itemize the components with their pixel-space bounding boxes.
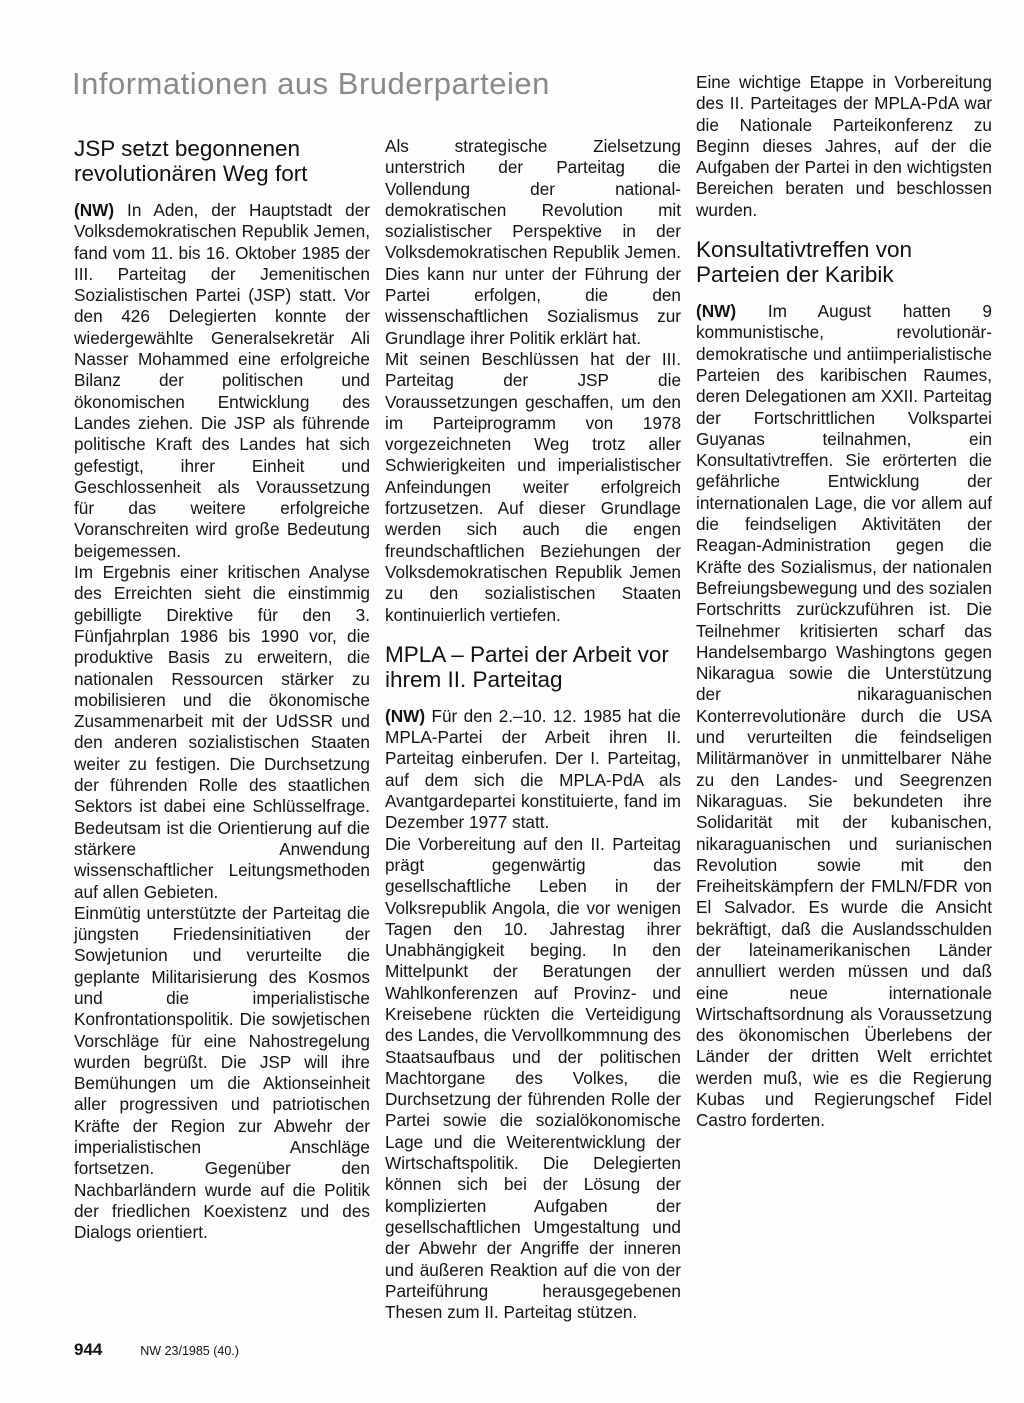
page-number: 944 — [74, 1340, 103, 1359]
article-1-paragraph: Einmütig unterstützte der Parteitag die jüngsten Friedensinitiativen der Sowjetunion und verurteilte die geplante Militarisierung des Kosmos und die imperialistische Konfrontationspolitik. Die sowjetischen Vorschläge für eine Nahostregelung wurden begrüßt. Die JSP will ihre Bemühungen um die Aktionseinheit aller progressiven und patriotischen Kräfte der Region zur Abwehr der imperialistischen Anschläge fortsetzen. Gegenüber den Nachbarländern wurde auf die Politik der friedlichen Koexistenz und des Dialogs orientiert. — [74, 902, 370, 1243]
source-tag: (NW) — [74, 200, 115, 220]
article-1-paragraph: Als strategische Zielsetzung unterstrich der Parteitag die Vollendung der national-demokratischen Revolution mit sozialistischer Perspektive in der Volksdemokratischen Republik Jemen. Dies kann nur unter der Führung der Partei erfolgen, die den wissenschaftlichen Sozialismus zur Grundlage ihrer Politik erklärt hat. — [385, 136, 681, 348]
column-1 — [74, 136, 370, 1244]
paragraph-text: Im August hatten 9 kommunistische, revolutionär-demokratische und antiimperialistische Parteien des karibischen Raumes, deren Delegationen am XXII. Parteitag der Fortschrittlichen Volkspartei Guyanas teilnahmen, ein Konsultativtreffen. Sie erörterten die gefährliche Entwicklung der internationalen Lage, die vor allem auf die feindseligen Aktivitäten der Reagan-Administration gegen die Kräfte des Sozialismus, der nationalen Befreiungsbewegung und des sozialen Fortschritts zurückzuführen ist. Die Teilnehmer kritisierten scharf das Handelsembargo Washingtons gegen Nikaragua sowie die Unterstützung der nikaraguanischen Konterrevolutionäre durch die USA und verurteilten die feindseligen Militärmanöver in unmittelbarer Nähe zu den Landes- und Seegrenzen Nikaraguas. Sie bekundeten ihre Solidarität mit der kubanischen, nikaraguanischen und surianischen Revolution sowie mit den Freiheitskämpfern der FMLN/FDR von El Salvador. Es wurde die Ansicht bekräftigt, daß die Auslandsschulden der lateinamerikanischen Länder annulliert werden müssen und daß eine neue internationale Wirtschaftsordnung als Voraussetzung des ökonomischen Überlebens der Länder der dritten Welt errichtet werden muß, wie es die Regierung Kubas und Regierungschef Fidel Castro forderten. — [696, 301, 992, 1131]
source-tag: (NW) — [696, 301, 737, 322]
article-1-headline: JSP setzt begonnenen revolutionären Weg fort — [74, 136, 308, 186]
section-header: Informationen aus Bruderparteien — [72, 66, 550, 101]
paragraph-text: Für den 2.–10. 12. 1985 hat die MPLA-Partei der Arbeit ihren II. Parteitag einberufen. Der I. Parteitag, auf dem sich die MPLA-PdA als Avantgardepartei konstituierte, fand im Dezember 1977 statt. — [385, 705, 681, 833]
article-3-headline: Konsultativtreffen von Parteien der Karibik — [696, 237, 912, 288]
column-2 — [385, 136, 681, 1323]
issue-label: NW 23/1985 (40.) — [140, 1344, 239, 1358]
article-2-paragraph: Die Vorbereitung auf den II. Parteitag prägt gegenwärtig das gesellschaftliche Leben in der Volksrepublik Angola, die vor wenigen Tagen den 10. Jahrestag ihrer Unabhängigkeit beging. In den Mittelpunkt der Beratungen der Wahlkonferenzen auf Provinz- und Kreisebene rückten die Verteidigung des Landes, die Vervollkommnung des Staatsaufbaus und der politischen Machtorgane des Volkes, die Durchsetzung der führenden Rolle der Partei sowie die sozialökonomische Lage und die Weiterentwicklung der Wirtschaftspolitik. Die Delegierten können sich bei der Lösung der komplizierten Aufgaben der gesellschaftlichen Umgestaltung und der Abwehr der Angriffe der inneren und äußeren Reaktion auf die von der Parteiführung herausgegebenen Thesen zum II. Parteitag stützen. — [385, 833, 681, 1323]
article-1-paragraph: Im Ergebnis einer kritischen Analyse des Erreichten sieht die einstimmig gebilligte Direktive für den 3. Fünfjahrplan 1986 bis 1990 vor, die produktive Basis zu erweitern, die nationalen Ressourcen stärker zu mobilisieren und die ökonomische Zusammenarbeit mit der UdSSR und den anderen sozialistischen Staaten weiter zu festigen. Die Durchsetzung der führenden Rolle des staatlichen Sektors ist dabei eine Schlüsselfrage. Bedeutsam ist die Orientierung auf die stärkere Anwendung wissenschaftlicher Leitungsmethoden auf allen Gebieten. — [74, 562, 370, 902]
paragraph-text: In Aden, der Hauptstadt der Volksdemokratischen Republik Jemen, fand vom 11. bis 16. Oktober 1985 der III. Parteitag der Jemenitischen Sozialistischen Partei (JSP) statt. Vor den 426 Delegierten konnte der wiedergewählte Generalsekretär Ali Nasser Mohammed eine erfolgreiche Bilanz der politischen und ökonomischen Entwicklung des Landes ziehen. Die JSP als führende politische Kraft des Landes hat sich gefestigt, ihrer Einheit und Geschlossenheit als Voraussetzung für das weitere erfolgreiche Voranschreiten wird große Bedeutung beigemessen. — [74, 200, 370, 561]
source-tag: (NW) — [385, 705, 426, 726]
article-2-paragraph — [385, 706, 681, 834]
article-3-paragraph — [696, 301, 992, 1132]
article-2-paragraph: Eine wichtige Etappe in Vorbereitung des II. Parteitages der MPLA-PdA war die Nationale Parteikonferenz zu Beginn dieses Jahres, auf der die Aufgaben der Partei in den wichtigsten Bereichen beraten und beschlossen wurden. — [696, 72, 992, 220]
article-1-paragraph: Mit seinen Beschlüssen hat der III. Parteitag der JSP die Voraussetzungen geschaffen, um den im Parteiprogramm von 1978 vorgezeichneten Weg trotz aller Schwierigkeiten und imperialistischer Anfeindungen weiter erfolgreich fortzusetzen. Auf dieser Grundlage werden sich auch die engen freundschaftlichen Beziehungen der Volksdemokratischen Republik Jemen zu den sozialistischen Staaten kontinuierlich vertiefen. — [385, 348, 681, 625]
article-1-paragraph — [74, 200, 370, 562]
column-3 — [696, 72, 992, 1132]
article-2-headline: MPLA – Partei der Arbeit vor ihrem II. Parteitag — [385, 641, 669, 692]
page-footer — [74, 1340, 239, 1360]
